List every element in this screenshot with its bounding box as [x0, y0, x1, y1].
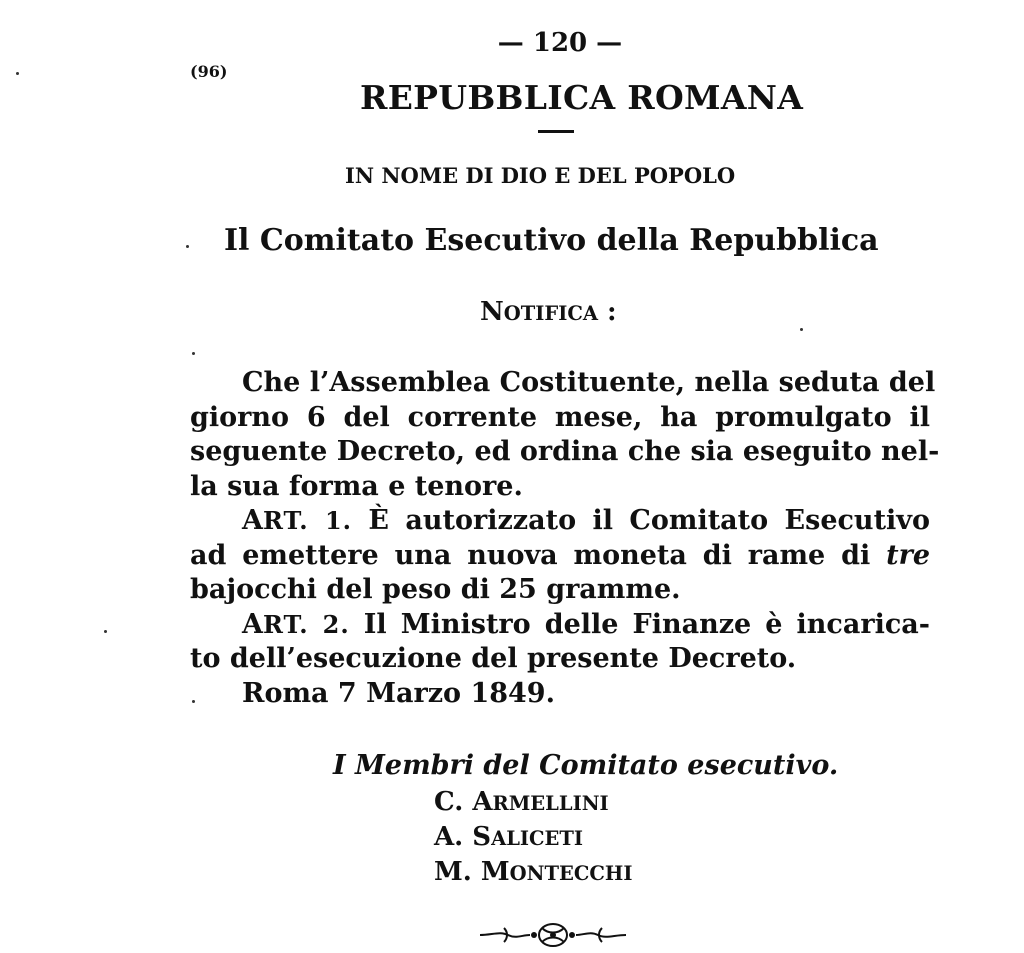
signer-surname: ONTECCHI — [509, 862, 633, 885]
page-number: — 120 — — [497, 28, 623, 58]
print-speck — [192, 352, 195, 355]
signer — [434, 787, 609, 817]
article-1-line — [190, 539, 930, 574]
document-heading: REPUBBLICA ROMANA — [360, 78, 804, 117]
article-2-label-initial: A — [242, 608, 263, 640]
article-1-italic: tre — [886, 539, 930, 571]
invocation: IN NOME DI DIO E DEL POPOLO — [345, 163, 736, 188]
article-2-line — [190, 608, 930, 643]
paragraph-line: seguente Decreto, ed ordina che sia eseguito nel- — [190, 436, 940, 467]
signer-surname: ALICETI — [491, 827, 584, 850]
print-speck — [186, 245, 189, 248]
notifica-initial: N — [480, 297, 504, 327]
notifica-heading — [480, 297, 617, 327]
article-1-line: bajocchi del peso di 25 gramme. — [190, 574, 681, 605]
print-speck — [16, 72, 19, 75]
article-2-label: RT. 2. — [262, 609, 350, 639]
signer-initial: M. M — [434, 857, 510, 887]
print-speck — [192, 700, 195, 703]
article-1-text-2: ad emettere una nuova moneta di rame di — [190, 539, 887, 571]
print-speck — [104, 630, 107, 633]
paragraph-line: la sua forma e tenore. — [190, 470, 523, 502]
document-number: (96) — [190, 62, 228, 81]
fleuron-ornament-icon — [478, 918, 628, 952]
decree-body — [190, 366, 940, 711]
article-1-text: È autorizzato il Comitato Esecutivo — [352, 505, 930, 536]
signer-initial: C. A — [434, 787, 493, 817]
signers-intro: I Membri del Comitato esecutivo. — [333, 750, 839, 781]
article-1-label: RT. 1. — [262, 506, 352, 535]
notifica-colon: : — [598, 297, 617, 327]
heading-rule — [538, 130, 574, 133]
article-1-label-initial: A — [242, 505, 263, 536]
signer-surname: RMELLINI — [492, 792, 609, 815]
signer-initial: A. S — [434, 822, 492, 852]
paragraph-line: Che l’Assemblea Costituente, nella seduta del — [242, 367, 936, 398]
paragraph-line: giorno 6 del corrente mese, ha promulgato il — [190, 401, 930, 433]
signer — [434, 822, 583, 852]
article-2-text: Il Ministro delle Finanze è incarica- — [349, 608, 930, 640]
notifica-rest: OTIFICA — [503, 302, 598, 325]
issuing-authority: Il Comitato Esecutivo della Repubblica — [224, 223, 879, 258]
date-line: Roma 7 Marzo 1849. — [242, 677, 555, 709]
article-1-line — [190, 504, 930, 539]
signer — [434, 857, 632, 887]
article-2-line: to dell’esecuzione del presente Decreto. — [190, 643, 797, 674]
print-speck — [800, 328, 803, 331]
